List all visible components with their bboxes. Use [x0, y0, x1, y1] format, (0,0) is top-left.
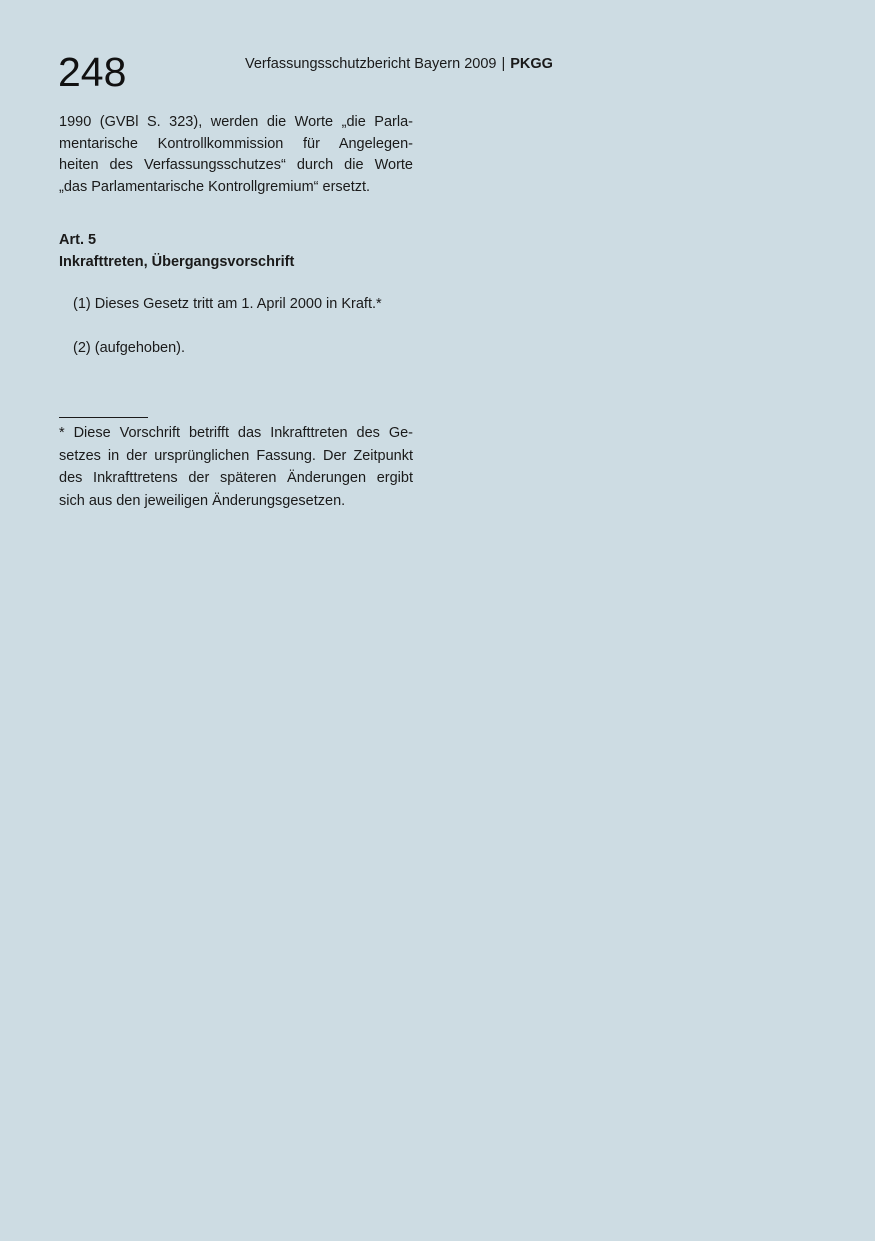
footnote-line: setzes in der ursprünglichen Fassung. Der Zeitpunkt [59, 447, 413, 464]
article-clause-2: (2) (aufgehoben). [73, 340, 186, 356]
article-title: Inkrafttreten, Übergangsvorschrift [59, 254, 295, 270]
intro-line: heiten des Verfassungsschutzes“ durch die Worte [59, 157, 413, 173]
footnote [59, 422, 413, 512]
intro-line: 1990 (GVBl S. 323), werden die Worte „die Parla- [59, 114, 413, 130]
footnote-line: sich aus den jeweiligen Änderungsgesetzen. [59, 492, 346, 509]
publication-title: Verfassungsschutzbericht Bayern 2009 [245, 56, 497, 72]
section-label: PKGG [510, 56, 553, 72]
header-separator: | [501, 56, 506, 72]
article-heading [59, 229, 413, 273]
footnote-divider [59, 417, 148, 418]
article-clause-1: (1) Dieses Gesetz tritt am 1. April 2000 in Kraft.* [73, 296, 382, 312]
intro-paragraph [59, 112, 413, 198]
page-number: 248 [58, 49, 127, 95]
intro-line: mentarische Kontrollkommission für Angelegen- [59, 135, 413, 152]
article-number: Art. 5 [59, 232, 97, 248]
footnote-line: * Diese Vorschrift betrifft das Inkrafttreten des Ge- [59, 425, 413, 441]
running-head [245, 55, 553, 73]
footnote-line: des Inkrafttretens der späteren Änderungen ergibt [59, 470, 413, 486]
intro-line: „das Parlamentarische Kontrollgremium“ ersetzt. [59, 178, 371, 195]
